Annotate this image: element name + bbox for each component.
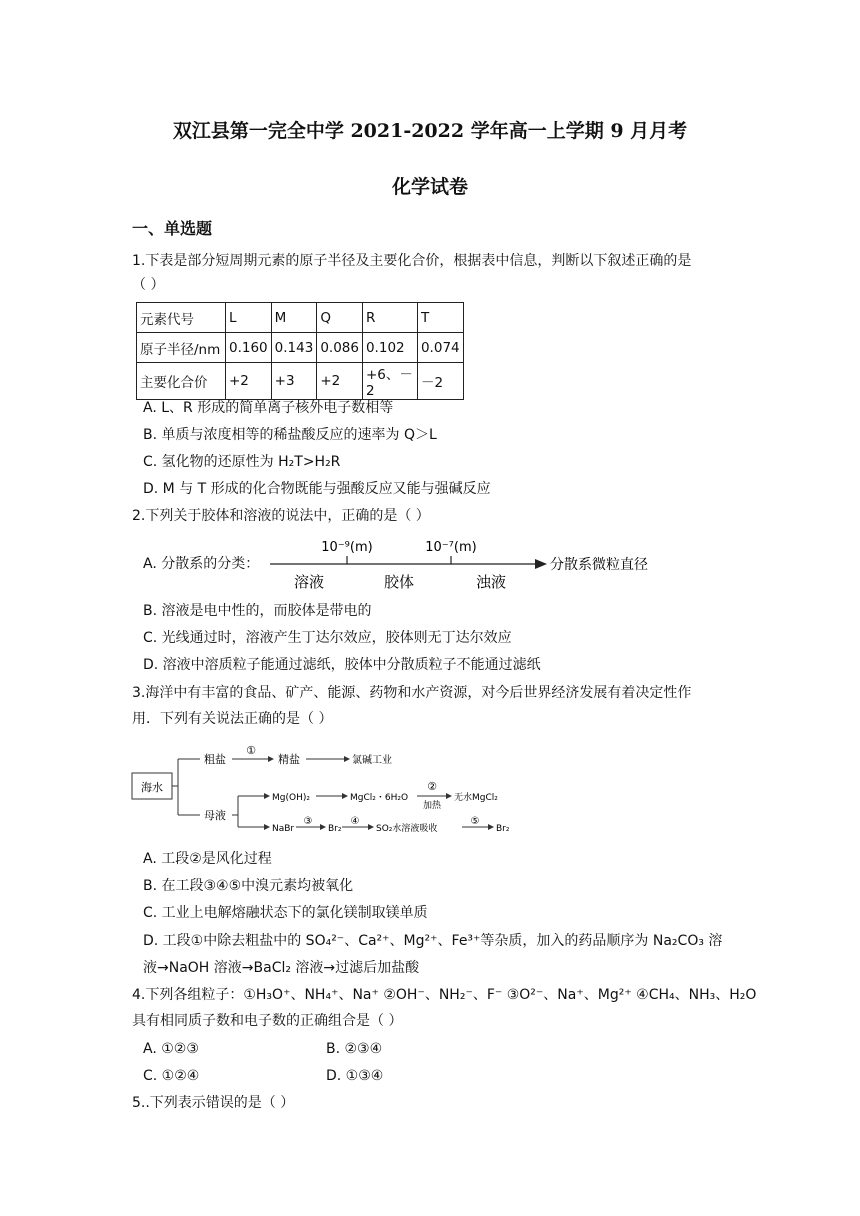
q4-option-a: A. ①②③ xyxy=(143,1041,199,1057)
br2-label-b: Br₂ xyxy=(496,824,510,834)
anhydrous-mgcl2-label: 无水MgCl₂ xyxy=(454,793,498,803)
q4-option-d: D. ①③④ xyxy=(326,1068,384,1084)
section-heading: 一、单选题 xyxy=(132,219,213,238)
q2-option-d: D. 溶液中溶质粒子能通过滤纸，胶体中分散质粒子不能通过滤纸 xyxy=(143,657,541,673)
q3-stem-line2: 用．下列有关说法正确的是（ ） xyxy=(132,711,333,727)
table-row xyxy=(137,363,464,400)
table-cell: +2 xyxy=(317,363,363,400)
table-cell: －2 xyxy=(417,363,463,400)
step-5-label: ⑤ xyxy=(470,816,480,827)
q3-stem-line1: 3.海洋中有丰富的食品、矿产、能源、药物和水产资源，对今后世界经济发展有着决定性作 xyxy=(132,685,692,701)
table-cell: 0.102 xyxy=(362,333,417,363)
mother-liquor-label: 母液 xyxy=(204,809,226,822)
segment-solution: 溶液 xyxy=(293,573,325,591)
q4-stem-line1: 4.下列各组粒子：①H₃O⁺、NH₄⁺、Na⁺ ②OH⁻、NH₂⁻、F⁻ ③O²⁻、Na⁺、Mg²⁺ ④CH₄、NH₃、H₂O xyxy=(132,987,757,1003)
table-row xyxy=(137,303,464,333)
table-cell: +2 xyxy=(226,363,272,400)
q3-option-b: B. 在工段③④⑤中溴元素均被氧化 xyxy=(143,878,354,894)
q1-option-c: C. 氢化物的还原性为 H₂T>H₂R xyxy=(143,454,341,470)
seawater-flowchart xyxy=(130,740,530,840)
tick-label-1: 10⁻⁹(m) xyxy=(321,540,373,555)
crude-salt-label: 粗盐 xyxy=(204,753,226,766)
table-cell: 0.160 xyxy=(226,333,272,363)
dispersion-diagram xyxy=(265,536,665,594)
q2-option-a-prefix: A. 分散系的分类： xyxy=(143,556,260,572)
arrow-head-icon xyxy=(446,793,452,799)
arrow-head-icon xyxy=(368,824,374,830)
axis-label: 分散系微粒直径 xyxy=(550,557,648,573)
q2-stem: 2.下列关于胶体和溶液的说法中，正确的是（ ） xyxy=(132,508,430,524)
tick-label-2: 10⁻⁷(m) xyxy=(425,540,477,555)
table-cell: 主要化合价 xyxy=(137,363,226,400)
arrow-head-icon xyxy=(268,756,274,762)
arrow-head-icon xyxy=(264,793,270,799)
table-cell: 0.074 xyxy=(417,333,463,363)
page-title: 双江县第一完全中学 2021-2022 学年高一上学期 9 月月考 xyxy=(172,120,688,142)
arrow-head-icon xyxy=(488,824,494,830)
table-cell: R xyxy=(362,303,417,333)
arrow-head-icon xyxy=(320,824,326,830)
arrow-head-icon xyxy=(264,824,270,830)
mgcl2-hydrate-label: MgCl₂・6H₂O xyxy=(350,793,409,803)
step-4-label: ④ xyxy=(350,816,360,827)
q4-option-b: B. ②③④ xyxy=(326,1041,383,1057)
br2-label-a: Br₂ xyxy=(328,824,342,834)
source-label: 海水 xyxy=(141,781,163,794)
table-cell: Q xyxy=(317,303,363,333)
table-cell: L xyxy=(226,303,272,333)
arrow-head-icon xyxy=(342,793,348,799)
table-cell: M xyxy=(271,303,317,333)
q3-option-d-line2: 液→NaOH 溶液→BaCl₂ 溶液→过滤后加盐酸 xyxy=(143,960,420,976)
q1-option-a: A. L、R 形成的简单离子核外电子数相等 xyxy=(143,400,394,416)
table-cell: +6、－2 xyxy=(362,363,417,400)
q1-option-d: D. M 与 T 形成的化合物既能与强酸反应又能与强碱反应 xyxy=(143,481,491,497)
q3-option-c: C. 工业上电解熔融状态下的氯化镁制取镁单质 xyxy=(143,905,428,921)
nabr-label: NaBr xyxy=(272,824,295,834)
table-cell: T xyxy=(417,303,463,333)
table-cell: 元素代号 xyxy=(137,303,226,333)
chlor-alkali-label: 氯碱工业 xyxy=(352,755,392,766)
table-cell: 0.086 xyxy=(317,333,363,363)
heat-label: 加热 xyxy=(422,801,442,811)
q3-option-a: A. 工段②是风化过程 xyxy=(143,851,272,867)
so2-absorb-label: SO₂水溶液吸收 xyxy=(376,824,438,834)
table-cell: 0.143 xyxy=(271,333,317,363)
q3-option-d-line1: D. 工段①中除去粗盐中的 SO₄²⁻、Ca²⁺、Mg²⁺、Fe³⁺等杂质，加入的药品顺序为 Na₂CO₃ 溶 xyxy=(143,933,723,949)
refined-salt-label: 精盐 xyxy=(278,753,300,766)
mgoh2-label: Mg(OH)₂ xyxy=(272,793,310,803)
q2-option-c: C. 光线通过时，溶液产生丁达尔效应，胶体则无丁达尔效应 xyxy=(143,630,512,646)
element-table xyxy=(136,302,464,400)
arrow-head-icon xyxy=(344,756,350,762)
q1-stem-line2: （ ） xyxy=(132,277,165,293)
axis-arrow-icon xyxy=(535,559,547,569)
q4-option-c: C. ①②④ xyxy=(143,1068,200,1084)
page-subtitle: 化学试卷 xyxy=(391,176,468,198)
q5-stem: 5..下列表示错误的是（ ） xyxy=(132,1095,295,1111)
table-cell: 原子半径/nm xyxy=(137,333,226,363)
q4-stem-line2: 具有相同质子数和电子数的正确组合是（ ） xyxy=(132,1013,403,1029)
step-3-label: ③ xyxy=(303,816,313,827)
q1-stem-line1: 1.下表是部分短周期元素的原子半径及主要化合价，根据表中信息，判断以下叙述正确的是 xyxy=(132,253,692,269)
segment-suspension: 浊液 xyxy=(475,573,507,591)
q2-option-b: B. 溶液是电中性的，而胶体是带电的 xyxy=(143,603,372,619)
table-row xyxy=(137,333,464,363)
q1-option-b: B. 单质与浓度相等的稀盐酸反应的速率为 Q＞L xyxy=(143,427,437,443)
step-1-label: ① xyxy=(246,744,256,757)
step-2-label: ② xyxy=(427,780,437,793)
table-cell: +3 xyxy=(271,363,317,400)
segment-colloid: 胶体 xyxy=(383,573,415,591)
